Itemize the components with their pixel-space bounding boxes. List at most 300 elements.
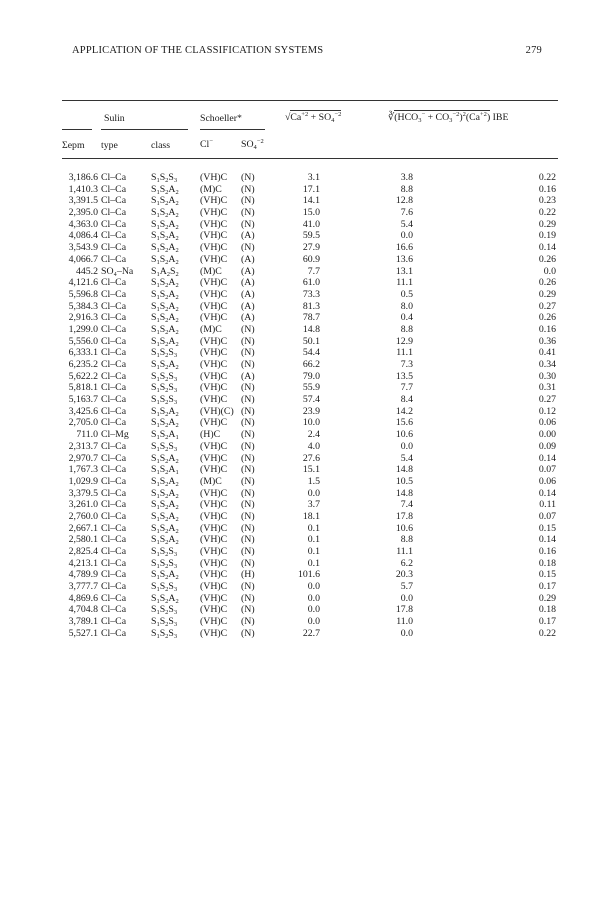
cell-cl: (VH)C <box>200 312 228 324</box>
cell-sqrt-value: 59.5 <box>302 230 320 242</box>
cell-type: Cl–Ca <box>101 382 127 394</box>
header-expr2 <box>388 111 508 124</box>
cell-cbrt-value: 15.6 <box>395 417 413 429</box>
cell-so4: (N) <box>241 546 255 557</box>
cell-ibe-value: 0.34 <box>538 359 556 370</box>
cell-cl: (VH)C <box>200 347 228 359</box>
cell-ibe-value: 0.06 <box>538 475 556 487</box>
cell-type: Cl–Ca <box>101 277 127 289</box>
cell-cbrt-value: 8.8 <box>400 183 413 195</box>
header-sub-rule-left <box>62 129 92 130</box>
table-row <box>0 266 615 278</box>
table-row <box>0 382 615 394</box>
cell-sqrt-value: 55.9 <box>302 382 320 394</box>
cell-epm: 3,789.1 <box>68 616 98 628</box>
cell-class: $S_1S_2A_2$ <box>151 522 179 535</box>
table-row <box>0 312 615 324</box>
cell-class: $S_1S_2A_2$ <box>151 417 179 430</box>
cell-class: $S_1S_2A_2$ <box>151 253 179 266</box>
cell-so4: (A) <box>241 265 255 277</box>
cell-epm: 4,086.4 <box>68 230 98 242</box>
cell-type: Cl–Ca <box>101 440 127 452</box>
cell-cl: (VH)C <box>200 394 228 406</box>
cell-cbrt-value: 11.1 <box>396 546 413 557</box>
cell-type: Cl–Ca <box>101 522 127 534</box>
cell-class: $S_1S_2A_2$ <box>151 499 179 512</box>
cell-class: $S_1S_2A_2$ <box>151 335 179 348</box>
subheader-type: type <box>101 140 118 151</box>
cell-cl: (VH)C <box>200 300 228 312</box>
cell-cbrt-value: 0.0 <box>400 440 413 452</box>
cell-cl: (VH)C <box>200 277 228 289</box>
cell-epm: 5,622.2 <box>68 370 98 382</box>
table-row <box>0 569 615 581</box>
cell-sqrt-value: 1.5 <box>307 475 320 487</box>
cell-ibe-value: 0.15 <box>538 569 556 581</box>
cell-cl: (VH)C <box>200 195 228 207</box>
cell-cbrt-value: 16.6 <box>395 242 413 254</box>
running-head <box>72 45 542 56</box>
cell-cl: (VH)C <box>200 499 228 511</box>
cell-type: Cl–Ca <box>101 592 127 604</box>
cell-epm: 2,916.3 <box>68 312 98 324</box>
cell-so4: (A) <box>241 312 255 324</box>
table-row <box>0 523 615 535</box>
table-row <box>0 254 615 266</box>
cell-ibe-value: 0.26 <box>538 312 556 324</box>
cell-epm: 4,363.0 <box>68 218 98 230</box>
cell-so4: (N) <box>241 534 255 546</box>
cell-ibe-value: 0.12 <box>538 405 556 417</box>
running-head-title: APPLICATION OF THE CLASSIFICATION SYSTEMS <box>72 45 324 56</box>
cell-epm: 2,705.0 <box>68 417 98 429</box>
cell-sqrt-value: 18.1 <box>302 510 320 522</box>
cell-cl: (M)C <box>200 475 222 487</box>
cell-cl: (VH)C <box>200 253 228 265</box>
cell-sqrt-value: 0.0 <box>307 604 320 616</box>
table-row <box>0 534 615 546</box>
cell-type: Cl–Ca <box>101 464 127 476</box>
cell-epm: 3,261.0 <box>68 499 98 511</box>
cell-so4: (N) <box>241 207 255 219</box>
cell-cl: (M)C <box>200 265 222 277</box>
cell-cl: (VH)C <box>200 534 228 546</box>
cell-class: $S_1S_2S_3$ <box>151 382 178 395</box>
cell-sqrt-value: 0.1 <box>307 546 320 557</box>
cell-cbrt-value: 0.5 <box>400 288 413 300</box>
cell-cbrt-value: 13.5 <box>395 370 413 382</box>
cell-sqrt-value: 0.1 <box>307 522 320 534</box>
cell-type: Cl–Ca <box>101 510 127 522</box>
cell-ibe-value: 0.16 <box>538 183 556 195</box>
cell-type: Cl–Ca <box>101 230 127 242</box>
cell-cbrt-value: 13.1 <box>395 265 413 277</box>
table-row <box>0 476 615 488</box>
cell-ibe-value: 0.26 <box>538 277 556 289</box>
cbrt-sign: ∛ <box>388 112 395 123</box>
cell-sqrt-value: 0.0 <box>307 487 320 499</box>
header-schoeller: Schoeller* <box>200 113 242 124</box>
cell-class: $S_1S_2S_3$ <box>151 347 178 360</box>
header-ibe: IBE <box>492 112 509 123</box>
cell-cl: (VH)C <box>200 569 228 581</box>
cell-so4: (N) <box>241 417 255 429</box>
cell-class: $S_1S_2A_2$ <box>151 475 179 488</box>
cell-sqrt-value: 10.0 <box>302 417 320 429</box>
cell-type: Cl–Ca <box>101 312 127 324</box>
subheader-class: class <box>151 140 171 151</box>
table-row <box>0 172 615 184</box>
cell-sqrt-value: 27.9 <box>302 242 320 254</box>
table-row <box>0 207 615 219</box>
cell-ibe-value: 0.07 <box>538 510 556 522</box>
table-row <box>0 406 615 418</box>
cell-class: $S_1S_2A_1$ <box>151 429 179 442</box>
table-row <box>0 242 615 254</box>
cell-ibe-value: 0.00 <box>538 429 556 441</box>
cell-cbrt-value: 17.8 <box>395 510 413 522</box>
cell-ibe-value: 0.06 <box>538 417 556 429</box>
cell-so4: (N) <box>241 195 255 207</box>
cell-ibe-value: 0.22 <box>538 627 556 639</box>
cell-class: $S_1S_2S_3$ <box>151 546 178 558</box>
table-body <box>0 172 615 640</box>
cell-so4: (N) <box>241 464 255 476</box>
cell-type: Cl–Ca <box>101 288 127 300</box>
cell-epm: 3,391.5 <box>68 195 98 207</box>
cell-so4: (N) <box>241 487 255 499</box>
cell-so4: (A) <box>241 277 255 289</box>
cell-type: Cl–Ca <box>101 242 127 254</box>
cell-so4: (N) <box>241 394 255 406</box>
table-row <box>0 324 615 336</box>
table-row <box>0 394 615 406</box>
cell-so4: (N) <box>241 499 255 511</box>
cell-ibe-value: 0.18 <box>538 604 556 616</box>
cell-ibe-value: 0.19 <box>538 230 556 242</box>
cell-cbrt-value: 5.4 <box>400 218 413 230</box>
cell-class: $S_1S_2A_2$ <box>151 359 179 371</box>
cell-cbrt-value: 7.7 <box>400 382 413 394</box>
cell-epm: 4,704.8 <box>68 604 98 616</box>
cell-type: Cl–Ca <box>101 581 127 593</box>
cell-cbrt-value: 17.8 <box>395 604 413 616</box>
cell-cl: (VH)C <box>200 288 228 300</box>
cell-class: $S_1S_2S_3$ <box>151 172 178 184</box>
cell-epm: 5,596.8 <box>68 288 98 300</box>
table-top-rule <box>62 100 558 101</box>
table-header-bottom-rule <box>62 158 558 159</box>
cell-ibe-value: 0.26 <box>538 253 556 265</box>
cell-ibe-value: 0.23 <box>538 195 556 207</box>
cell-sqrt-value: 7.7 <box>307 265 320 277</box>
cell-epm: 3,543.9 <box>68 242 98 254</box>
cell-cl: (VH)C <box>200 440 228 452</box>
cell-type: Cl–Ca <box>101 183 127 195</box>
cell-cl: (VH)C <box>200 592 228 604</box>
cell-so4: (N) <box>241 592 255 604</box>
cell-so4: (N) <box>241 405 255 417</box>
cell-so4: (N) <box>241 335 255 347</box>
cell-cbrt-value: 3.8 <box>400 172 413 183</box>
cell-class: $S_1S_2A_2$ <box>151 569 179 582</box>
cell-ibe-value: 0.29 <box>538 592 556 604</box>
cell-so4: (N) <box>241 522 255 534</box>
cell-epm: 1,299.0 <box>68 323 98 335</box>
cell-class: $S_1S_2S_3$ <box>151 370 178 383</box>
cell-cl: (VH)C <box>200 616 228 628</box>
cell-sqrt-value: 81.3 <box>302 300 320 312</box>
cell-cbrt-value: 11.1 <box>396 347 413 359</box>
cell-epm: 2,667.1 <box>68 522 98 534</box>
cell-cbrt-value: 7.4 <box>400 499 413 511</box>
cell-cl: (VH)C <box>200 546 228 557</box>
cell-epm: 2,760.0 <box>68 510 98 522</box>
table-row <box>0 616 615 628</box>
subheader-so4: $SO_4^{-2}$ <box>241 138 264 151</box>
cell-sqrt-value: 73.3 <box>302 288 320 300</box>
cell-sqrt-value: 41.0 <box>302 218 320 230</box>
table-row <box>0 347 615 359</box>
cell-class: $S_1S_2A_2$ <box>151 242 179 255</box>
cell-sqrt-value: 27.6 <box>302 452 320 464</box>
cell-so4: (A) <box>241 230 255 242</box>
cell-so4: (N) <box>241 218 255 230</box>
cell-type: Cl–Ca <box>101 172 127 183</box>
cell-cl: (VH)C <box>200 370 228 382</box>
cell-class: $S_1S_2S_3$ <box>151 440 178 453</box>
cell-class: $S_1S_2A_2$ <box>151 592 179 605</box>
cell-class: $S_1S_2S_3$ <box>151 616 178 629</box>
cell-cbrt-value: 5.4 <box>400 452 413 464</box>
cell-cbrt-value: 5.7 <box>400 581 413 593</box>
cell-cbrt-value: 12.8 <box>395 195 413 207</box>
cell-type: Cl–Ca <box>101 534 127 546</box>
cell-cl: (VH)C <box>200 522 228 534</box>
cell-sqrt-value: 17.1 <box>302 183 320 195</box>
cell-class: $S_1S_2A_2$ <box>151 487 179 500</box>
cell-type: Cl–Ca <box>101 452 127 464</box>
cell-cl: (VH)C <box>200 218 228 230</box>
cell-class: $S_1S_2A_2$ <box>151 452 179 465</box>
cell-so4: (N) <box>241 616 255 628</box>
cell-so4: (N) <box>241 581 255 593</box>
cell-cl: (VH)C <box>200 335 228 347</box>
table-row <box>0 219 615 231</box>
cell-cbrt-value: 8.0 <box>400 300 413 312</box>
header-expr1 <box>285 111 341 124</box>
table-row <box>0 488 615 500</box>
cell-cl: (VH)C <box>200 510 228 522</box>
cell-epm: 3,425.6 <box>68 405 98 417</box>
cell-type: Cl–Ca <box>101 370 127 382</box>
cell-class: $S_1A_2S_2$ <box>151 265 179 278</box>
cell-type: Cl–Ca <box>101 417 127 429</box>
table-row <box>0 371 615 383</box>
cell-type: Cl–Ca <box>101 253 127 265</box>
cell-cbrt-value: 14.8 <box>395 487 413 499</box>
cell-type: Cl–Ca <box>101 335 127 347</box>
cell-sqrt-value: 14.1 <box>302 195 320 207</box>
cell-sqrt-value: 78.7 <box>302 312 320 324</box>
cell-type: Cl–Ca <box>101 557 127 569</box>
cell-epm: 1,029.9 <box>68 475 98 487</box>
cell-so4: (N) <box>241 510 255 522</box>
cell-epm: 711.0 <box>76 429 98 441</box>
cell-sqrt-value: 50.1 <box>302 335 320 347</box>
cell-ibe-value: 0.09 <box>538 440 556 452</box>
cell-class: $S_1S_2A_2$ <box>151 534 179 547</box>
table-row <box>0 593 615 605</box>
cell-so4: (N) <box>241 452 255 464</box>
table-row <box>0 429 615 441</box>
cell-cl: (VH)C <box>200 557 228 569</box>
cell-type: Cl–Ca <box>101 359 127 370</box>
cell-epm: 4,121.6 <box>68 277 98 289</box>
cell-cl: (VH)C <box>200 242 228 254</box>
cell-epm: 2,970.7 <box>68 452 98 464</box>
cell-so4: (N) <box>241 429 255 441</box>
cell-type: Cl–Ca <box>101 323 127 335</box>
cell-epm: 4,869.6 <box>68 592 98 604</box>
cell-epm: 2,313.7 <box>68 440 98 452</box>
cell-sqrt-value: 3.7 <box>307 499 320 511</box>
cell-ibe-value: 0.41 <box>538 347 556 359</box>
cell-sqrt-value: 0.1 <box>307 557 320 569</box>
cell-class: $S_1S_2A_2$ <box>151 183 179 196</box>
cell-type: SO₄–Na <box>101 265 134 277</box>
cell-sqrt-value: 79.0 <box>302 370 320 382</box>
cell-cl: (M)C <box>200 183 222 195</box>
cell-ibe-value: 0.31 <box>538 382 556 394</box>
cell-type: Cl–Ca <box>101 300 127 312</box>
cell-sqrt-value: 2.4 <box>307 429 320 441</box>
cell-epm: 2,580.1 <box>68 534 98 546</box>
cell-sqrt-value: 54.4 <box>302 347 320 359</box>
cell-cbrt-value: 10.6 <box>395 429 413 441</box>
cell-sqrt-value: 0.0 <box>307 581 320 593</box>
cell-cbrt-value: 11.1 <box>396 277 413 289</box>
cell-type: Cl–Ca <box>101 604 127 616</box>
cell-cl: (VH)C <box>200 604 228 616</box>
cell-so4: (H) <box>241 569 255 581</box>
cell-epm: 2,395.0 <box>68 207 98 219</box>
cell-ibe-value: 0.07 <box>538 464 556 476</box>
cell-sqrt-value: 14.8 <box>302 323 320 335</box>
cell-cbrt-value: 0.0 <box>400 230 413 242</box>
cell-so4: (N) <box>241 323 255 335</box>
cell-class: $S_1S_2S_3$ <box>151 604 178 617</box>
cell-cbrt-value: 0.0 <box>400 627 413 639</box>
cell-type: Cl–Ca <box>101 487 127 499</box>
cell-ibe-value: 0.14 <box>538 452 556 464</box>
header-expr2-radicand: $(HCO_3^- + CO_3^{-2})^2(Ca^{+2})$ <box>394 111 491 124</box>
table-row <box>0 301 615 313</box>
cell-cbrt-value: 8.8 <box>400 534 413 546</box>
cell-sqrt-value: 0.0 <box>307 616 320 628</box>
cell-cbrt-value: 20.3 <box>395 569 413 581</box>
cell-class: $S_1S_2S_3$ <box>151 581 178 594</box>
cell-class: $S_1S_2A_2$ <box>151 207 179 220</box>
cell-cl: (VH)C <box>200 382 228 394</box>
cell-cbrt-value: 6.2 <box>400 557 413 569</box>
cell-cbrt-value: 10.5 <box>395 475 413 487</box>
table-row <box>0 417 615 429</box>
cell-cbrt-value: 8.8 <box>400 323 413 335</box>
header-sulin: Sulin <box>104 113 125 124</box>
table-row <box>0 511 615 523</box>
cell-class: $S_1S_2A_2$ <box>151 323 179 336</box>
header-expr1-radicand: $Ca^{+2} + SO_4^{-2}$ <box>290 111 342 124</box>
cell-sqrt-value: 3.1 <box>307 172 320 183</box>
cell-class: $S_1S_2A_2$ <box>151 510 179 523</box>
cell-ibe-value: 0.16 <box>538 546 556 557</box>
cell-cl: (VH)C <box>200 417 228 429</box>
cell-sqrt-value: 57.4 <box>302 394 320 406</box>
cell-so4: (N) <box>241 604 255 616</box>
cell-so4: (N) <box>241 627 255 639</box>
cell-epm: 5,556.0 <box>68 335 98 347</box>
cell-sqrt-value: 4.0 <box>307 440 320 452</box>
cell-sqrt-value: 101.6 <box>297 569 320 581</box>
cell-epm: 6,235.2 <box>68 359 98 370</box>
subheader-cl: Cl− <box>200 138 213 150</box>
table-row <box>0 359 615 371</box>
table-row <box>0 604 615 616</box>
cell-class: $S_1S_2A_2$ <box>151 277 179 290</box>
cell-sqrt-value: 23.9 <box>302 405 320 417</box>
cell-epm: 2,825.4 <box>68 546 98 557</box>
cell-cl: (VH)C <box>200 627 228 639</box>
table-row <box>0 546 615 558</box>
cell-cl: (VH)C <box>200 230 228 242</box>
cell-type: Cl–Ca <box>101 394 127 406</box>
table-row <box>0 628 615 640</box>
cell-so4: (A) <box>241 253 255 265</box>
cell-cl: (H)C <box>200 429 221 441</box>
cell-class: $S_1S_2S_3$ <box>151 394 178 407</box>
cell-ibe-value: 0.16 <box>538 323 556 335</box>
cell-class: $S_1S_2A_2$ <box>151 405 179 418</box>
cell-class: $S_1S_2A_1$ <box>151 464 179 477</box>
cell-cbrt-value: 8.4 <box>400 394 413 406</box>
cell-epm: 1,410.3 <box>68 183 98 195</box>
cell-class: $S_1S_2A_2$ <box>151 218 179 231</box>
cell-epm: 4,213.1 <box>68 557 98 569</box>
cell-ibe-value: 0.22 <box>538 207 556 219</box>
cell-so4: (N) <box>241 183 255 195</box>
cell-type: Cl–Mg <box>101 429 129 441</box>
cell-cbrt-value: 7.6 <box>400 207 413 219</box>
cell-class: $S_1S_2A_2$ <box>151 230 179 243</box>
header-sub-rule-schoeller <box>200 129 265 130</box>
header-sub-rule-sulin <box>101 129 188 130</box>
cell-sqrt-value: 15.0 <box>302 207 320 219</box>
cell-so4: (A) <box>241 370 255 382</box>
cell-so4: (N) <box>241 172 255 183</box>
cell-type: Cl–Ca <box>101 207 127 219</box>
cell-type: Cl–Ca <box>101 616 127 628</box>
cell-class: $S_1S_2A_2$ <box>151 195 179 208</box>
cell-epm: 4,066.7 <box>68 253 98 265</box>
cell-class: $S_1S_2S_3$ <box>151 627 178 640</box>
cell-epm: 5,384.3 <box>68 300 98 312</box>
cell-so4: (A) <box>241 288 255 300</box>
cell-so4: (N) <box>241 475 255 487</box>
cell-sqrt-value: 61.0 <box>302 277 320 289</box>
cell-type: Cl–Ca <box>101 499 127 511</box>
cell-cl: (VH)C <box>200 464 228 476</box>
